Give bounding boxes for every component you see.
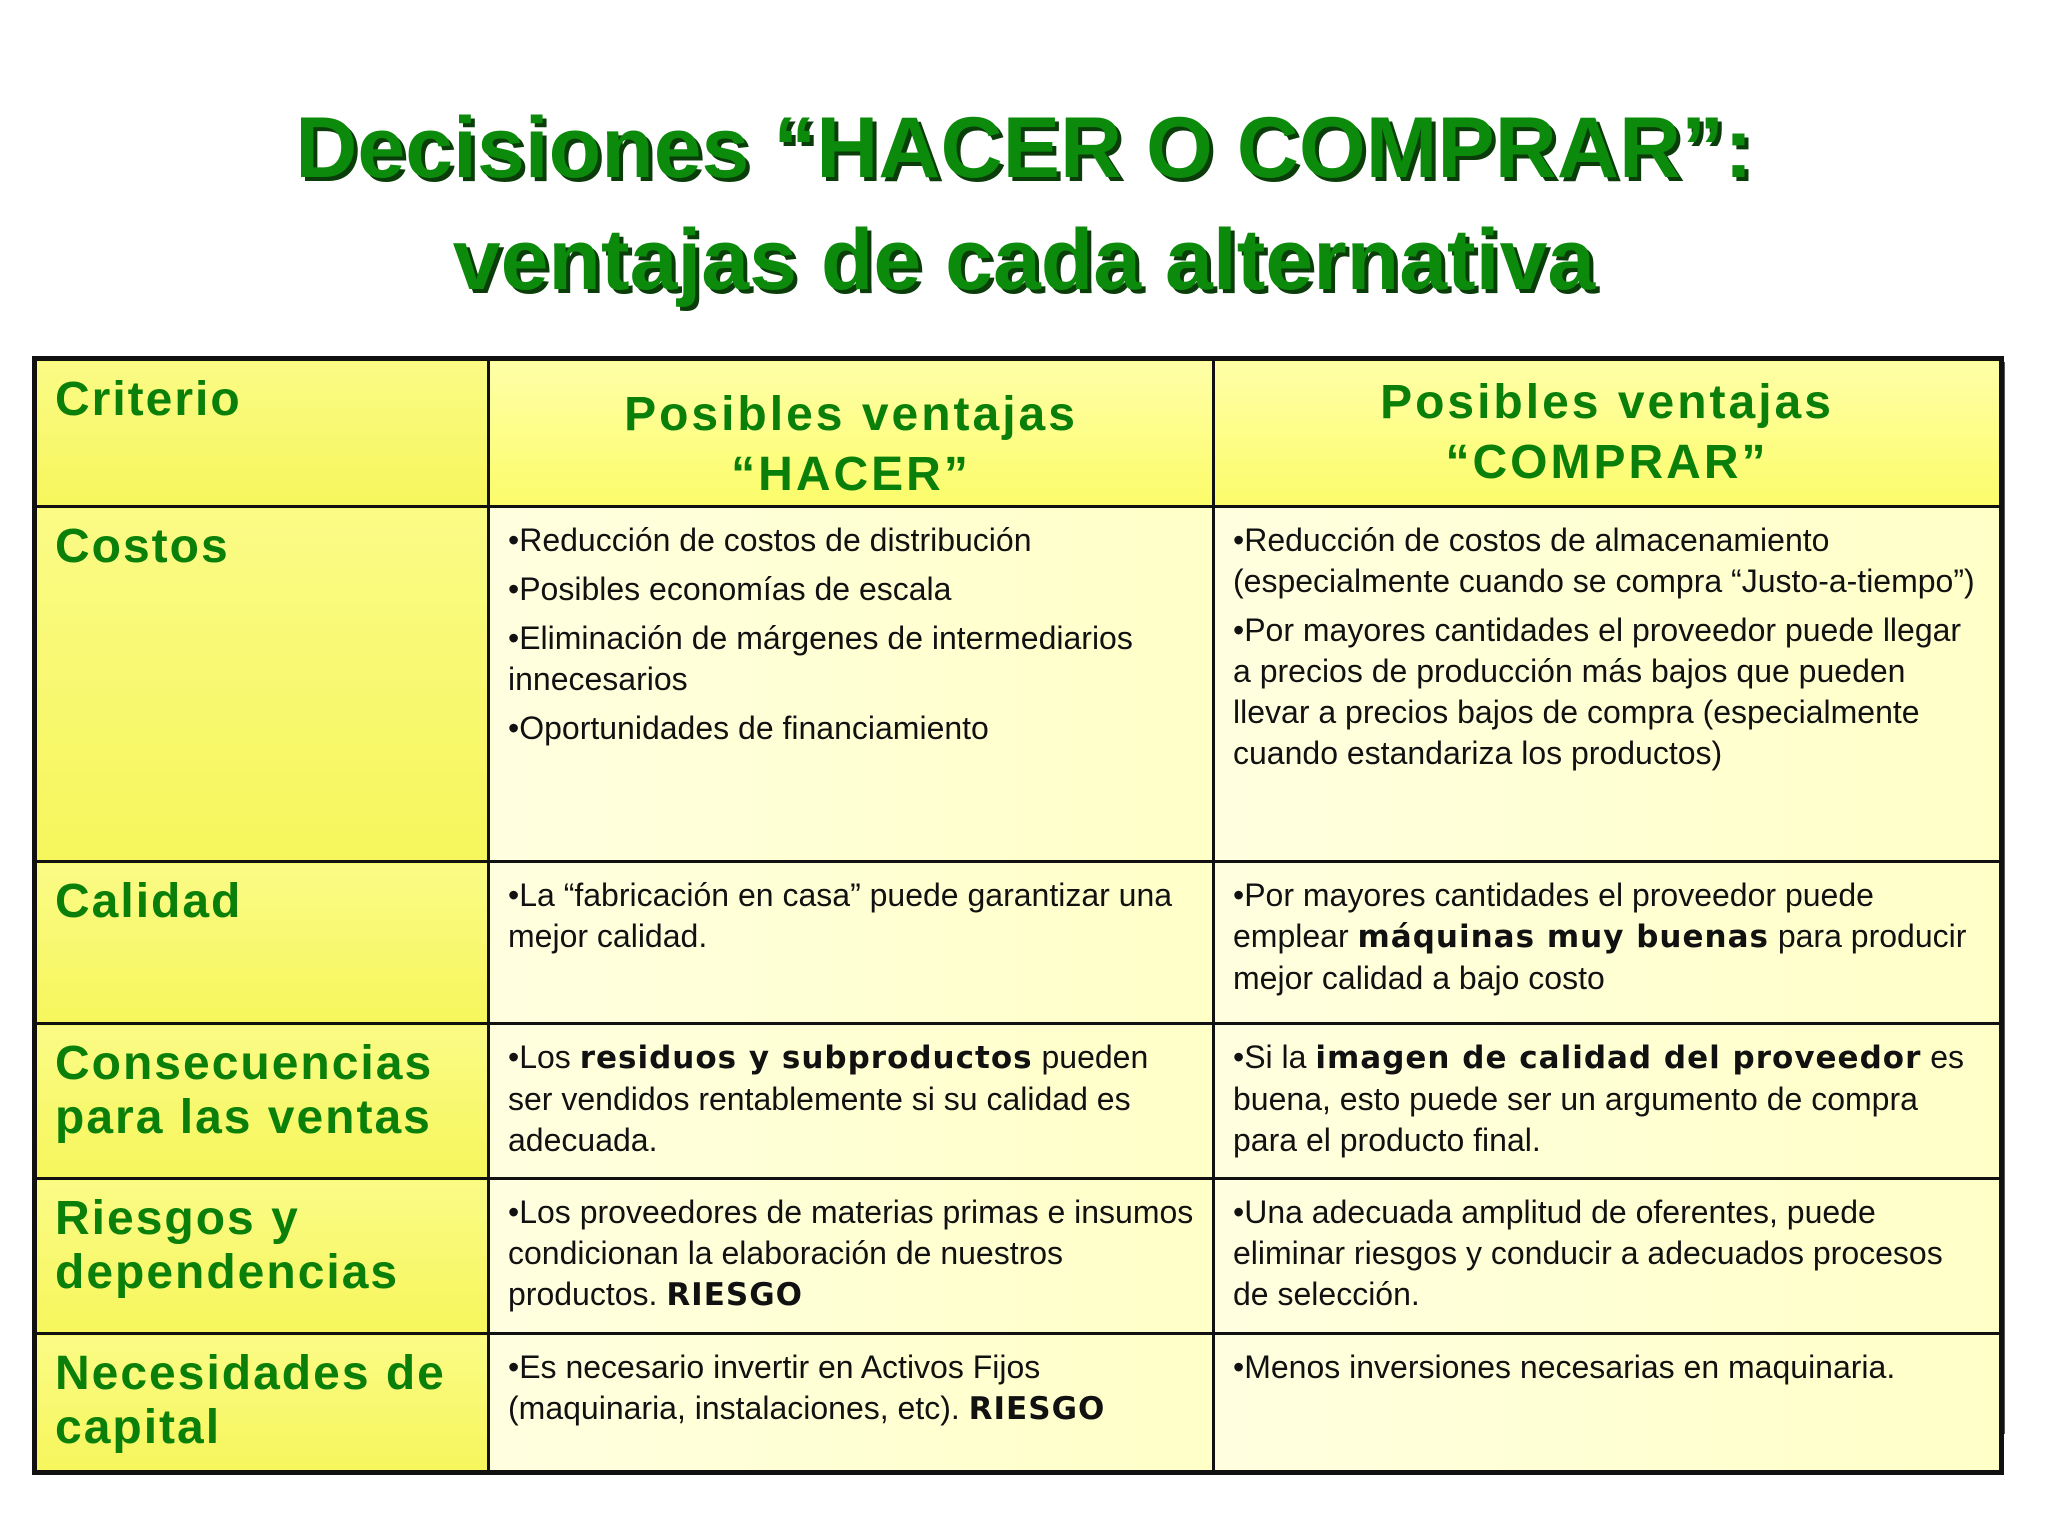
table-row-capital [35,1334,2002,1473]
calidad-comprar-cell [1214,862,2002,1024]
costos-hacer-cell [489,507,1214,862]
header-hacer-line-2: “HACER” [731,448,971,501]
capital-hacer-cell [489,1334,1214,1473]
table-row-ventas [35,1024,2002,1179]
comparison-table [32,356,2004,1475]
table-row-riesgos [35,1179,2002,1334]
header-criterio: Criterio [35,359,489,507]
capital-comprar-text: •Menos inversiones necesarias en maquinaria. [1233,1349,1896,1385]
capital-hacer-pre: •Es necesario invertir en Activos Fijos (maquinaria, instalaciones, etc). [508,1349,1041,1426]
criterio-riesgos: Riesgos y dependencias [35,1179,489,1334]
ventas-comprar-cell [1214,1024,2002,1179]
ventas-hacer-cell [489,1024,1214,1179]
ventas-hacer-pre: •Los [508,1039,580,1075]
criterio-ventas: Consecuencias para las ventas [35,1024,489,1179]
table-header-row [35,359,2002,507]
riesgos-hacer-pre: •Los proveedores de materias primas e insumos condicionan la elaboración de nuestros productos. [508,1194,1194,1312]
capital-comprar-cell [1214,1334,2002,1473]
header-hacer [489,359,1214,507]
riesgos-comprar-cell [1214,1179,2002,1334]
slide-title-line-2: ventajas de cada alternativa [452,212,1596,308]
criterio-calidad: Calidad [35,862,489,1024]
table-row-costos [35,507,2002,862]
calidad-comprar-post: para producir mejor calidad a bajo costo [1233,918,1967,996]
capital-hacer-text [508,1347,1194,1430]
ventas-comprar-post: es buena, esto puede ser un argumento de compra para el producto final. [1233,1039,1965,1158]
ventas-comprar-pre: •Si la [1233,1039,1316,1075]
costos-comprar-item: •Reducción de costos de almacenamiento (especialmente cuando se compra “Justo-a-tiempo”) [1233,522,1975,599]
criterio-capital: Necesidades de capital [35,1334,489,1473]
header-comprar-line-2: “COMPRAR” [1445,436,1769,489]
calidad-comprar-bold: máquinas muy buenas [1357,919,1769,955]
riesgos-hacer-bold: RIESGO [666,1277,804,1313]
costos-hacer-item: •Eliminación de márgenes de intermediarios innecesarios [508,620,1133,697]
calidad-hacer-cell [489,862,1214,1024]
ventas-comprar-bold: imagen de calidad del proveedor [1315,1040,1922,1076]
slide-title-line-1: Decisiones “HACER O COMPRAR”: [295,100,1753,196]
ventas-hacer-bold: residuos y subproductos [579,1040,1033,1076]
header-hacer-line-1: Posibles ventajas [624,388,1078,441]
costos-comprar-cell [1214,507,2002,862]
slide-title [0,92,2048,316]
comparison-table-wrapper [32,356,1999,1454]
costos-comprar-item: •Por mayores cantidades el proveedor puede llegar a precios de producción más bajos que pueden llevar a precios bajos de compra (especialmente cuando estandariza los productos) [1233,612,1962,771]
header-comprar-line-1: Posibles ventajas [1380,376,1834,429]
riesgos-comprar-text: •Una adecuada amplitud de oferentes, puede eliminar riesgos y conducir a adecuados procesos de selección. [1233,1194,1943,1312]
ventas-hacer-post: pueden ser vendidos rentablemente si su calidad es adecuada. [508,1039,1149,1158]
calidad-comprar-text [1233,875,1981,999]
capital-hacer-bold: RIESGO [968,1391,1106,1427]
costos-hacer-item: •Reducción de costos de distribución [508,522,1032,558]
table-row-calidad [35,862,2002,1024]
calidad-comprar-pre: •Por mayores cantidades el proveedor puede emplear [1233,877,1874,954]
costos-hacer-item: •Oportunidades de financiamiento [508,710,989,746]
criterio-costos: Costos [35,507,489,862]
ventas-hacer-text [508,1037,1194,1161]
calidad-hacer-text: •La “fabricación en casa” puede garantizar una mejor calidad. [508,877,1173,954]
riesgos-hacer-text [508,1192,1194,1316]
ventas-comprar-text [1233,1037,1981,1161]
riesgos-hacer-cell [489,1179,1214,1334]
costos-hacer-item: •Posibles economías de escala [508,571,952,607]
header-comprar [1214,359,2002,507]
